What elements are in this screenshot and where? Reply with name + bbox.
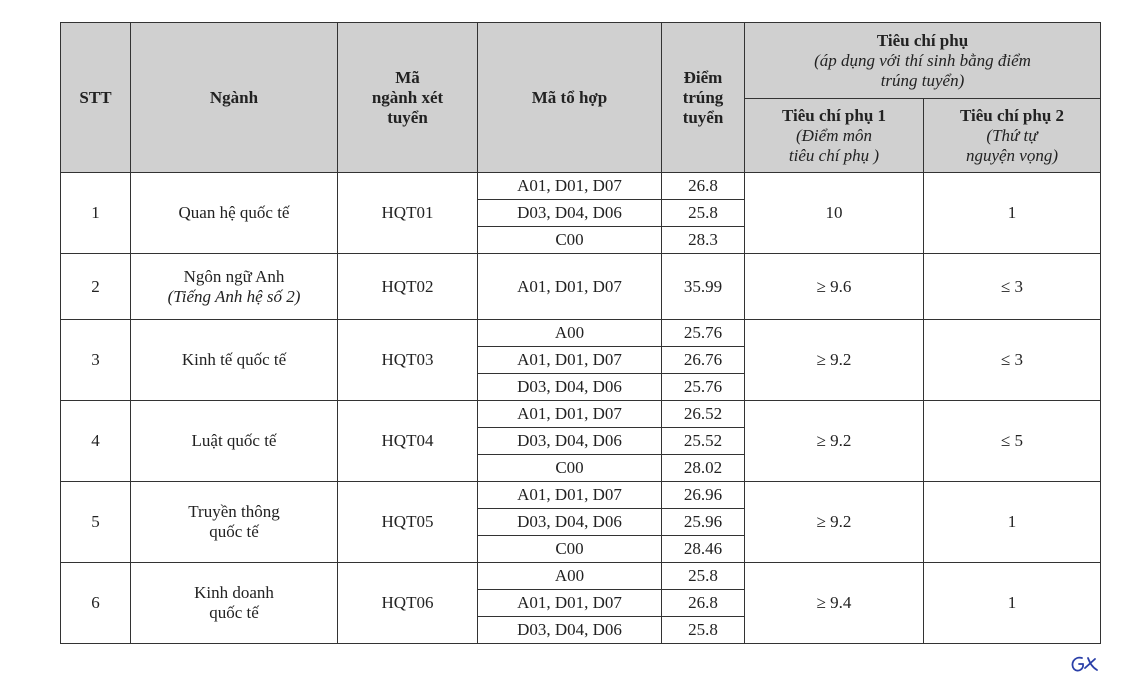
cell-to-hop: C00 xyxy=(478,227,662,254)
cell-nganh xyxy=(131,254,338,320)
cell-nganh xyxy=(131,173,338,254)
cell-tcp2: ≤ 5 xyxy=(924,401,1101,482)
cell-to-hop: A01, D01, D07 xyxy=(478,347,662,374)
cell-to-hop: A00 xyxy=(478,320,662,347)
header-stt: STT xyxy=(61,23,131,173)
header-tcp2-title: Tiêu chí phụ 2 xyxy=(959,105,1065,125)
header-tcp2 xyxy=(924,99,1101,173)
cell-ma-nganh: HQT05 xyxy=(338,482,478,563)
header-tcp1-note: (Điểm môn xyxy=(795,125,872,145)
cell-diem: 26.96 xyxy=(662,482,745,509)
cell-tcp1: ≥ 9.2 xyxy=(745,482,924,563)
cell-nganh-line: Ngôn ngữ Anh xyxy=(183,266,285,286)
cell-tcp1: ≥ 9.2 xyxy=(745,320,924,401)
cell-diem: 28.3 xyxy=(662,227,745,254)
cell-tcp1: 10 xyxy=(745,173,924,254)
header-ma-nganh-line: tuyển xyxy=(387,107,428,127)
cell-tcp2: ≤ 3 xyxy=(924,254,1101,320)
cell-nganh-note: (Tiếng Anh hệ số 2) xyxy=(167,286,301,306)
header-ma-nganh-line: ngành xét xyxy=(371,87,444,107)
cell-to-hop: A01, D01, D07 xyxy=(478,590,662,617)
cell-nganh xyxy=(131,401,338,482)
cell-diem: 25.52 xyxy=(662,428,745,455)
cell-to-hop: C00 xyxy=(478,455,662,482)
cell-tcp1: ≥ 9.6 xyxy=(745,254,924,320)
cell-tcp1: ≥ 9.4 xyxy=(745,563,924,644)
cell-to-hop: C00 xyxy=(478,536,662,563)
cell-diem: 35.99 xyxy=(662,254,745,320)
header-tieu-chi-phu xyxy=(745,23,1101,99)
cell-nganh-line: Luật quốc tế xyxy=(191,431,277,450)
cell-diem: 26.8 xyxy=(662,173,745,200)
cell-to-hop: D03, D04, D06 xyxy=(478,200,662,227)
header-tcp1-title: Tiêu chí phụ 1 xyxy=(781,105,887,125)
cell-to-hop: A01, D01, D07 xyxy=(478,254,662,320)
admission-score-table xyxy=(60,22,1101,644)
cell-ma-nganh: HQT01 xyxy=(338,173,478,254)
header-tcp1 xyxy=(745,99,924,173)
cell-ma-nganh: HQT02 xyxy=(338,254,478,320)
header-tcp2-note: nguyện vọng) xyxy=(965,145,1059,165)
cell-to-hop: D03, D04, D06 xyxy=(478,428,662,455)
header-diem xyxy=(662,23,745,173)
cell-tcp2: 1 xyxy=(924,173,1101,254)
header-tcp2-note: (Thứ tự xyxy=(986,125,1038,145)
cell-to-hop: A01, D01, D07 xyxy=(478,401,662,428)
cell-diem: 26.52 xyxy=(662,401,745,428)
cell-tcp2: 1 xyxy=(924,482,1101,563)
cell-nganh-line: quốc tế xyxy=(209,522,259,541)
cell-tcp1: ≥ 9.2 xyxy=(745,401,924,482)
cell-nganh xyxy=(131,320,338,401)
cell-to-hop: D03, D04, D06 xyxy=(478,509,662,536)
cell-stt: 2 xyxy=(61,254,131,320)
cell-nganh xyxy=(131,482,338,563)
cell-to-hop: D03, D04, D06 xyxy=(478,374,662,401)
header-tieu-chi-phu-title: Tiêu chí phụ xyxy=(876,30,969,50)
header-tcp1-note: tiêu chí phụ ) xyxy=(788,145,880,165)
cell-nganh xyxy=(131,563,338,644)
cell-tcp2: ≤ 3 xyxy=(924,320,1101,401)
cell-nganh-line: Kinh tế quốc tế xyxy=(181,350,287,369)
cell-stt: 4 xyxy=(61,401,131,482)
cell-nganh-line: Truyền thông xyxy=(188,502,280,521)
cell-to-hop: D03, D04, D06 xyxy=(478,617,662,644)
cell-diem: 28.02 xyxy=(662,455,745,482)
cell-diem: 26.76 xyxy=(662,347,745,374)
cell-stt: 6 xyxy=(61,563,131,644)
cell-diem: 25.8 xyxy=(662,563,745,590)
cell-stt: 3 xyxy=(61,320,131,401)
cell-ma-nganh: HQT04 xyxy=(338,401,478,482)
cell-nganh-line: Quan hệ quốc tế xyxy=(178,203,290,222)
header-diem-line: Điểm xyxy=(683,67,723,87)
cell-diem: 25.96 xyxy=(662,509,745,536)
header-tieu-chi-phu-note: (áp dụng với thí sinh bằng điểm xyxy=(814,50,1031,70)
cell-to-hop: A01, D01, D07 xyxy=(478,173,662,200)
cell-stt: 1 xyxy=(61,173,131,254)
header-nganh: Ngành xyxy=(131,23,338,173)
header-diem-line: tuyển xyxy=(682,107,724,127)
cell-to-hop: A01, D01, D07 xyxy=(478,482,662,509)
cell-stt: 5 xyxy=(61,482,131,563)
handwritten-signature xyxy=(1068,654,1100,674)
cell-nganh-line: Kinh doanh xyxy=(194,583,274,602)
cell-nganh-line: quốc tế xyxy=(209,603,259,622)
header-ma-nganh xyxy=(338,23,478,173)
cell-diem: 25.8 xyxy=(662,200,745,227)
cell-to-hop: A00 xyxy=(478,563,662,590)
cell-diem: 26.8 xyxy=(662,590,745,617)
cell-diem: 25.76 xyxy=(662,374,745,401)
cell-ma-nganh: HQT03 xyxy=(338,320,478,401)
cell-ma-nganh: HQT06 xyxy=(338,563,478,644)
cell-tcp2: 1 xyxy=(924,563,1101,644)
header-tieu-chi-phu-note: trúng tuyển) xyxy=(880,70,965,90)
header-diem-line: trúng xyxy=(682,87,724,107)
cell-diem: 25.76 xyxy=(662,320,745,347)
header-ma-nganh-line: Mã xyxy=(395,67,420,87)
cell-diem: 25.8 xyxy=(662,617,745,644)
cell-diem: 28.46 xyxy=(662,536,745,563)
header-ma-to-hop: Mã tổ hợp xyxy=(478,23,662,173)
